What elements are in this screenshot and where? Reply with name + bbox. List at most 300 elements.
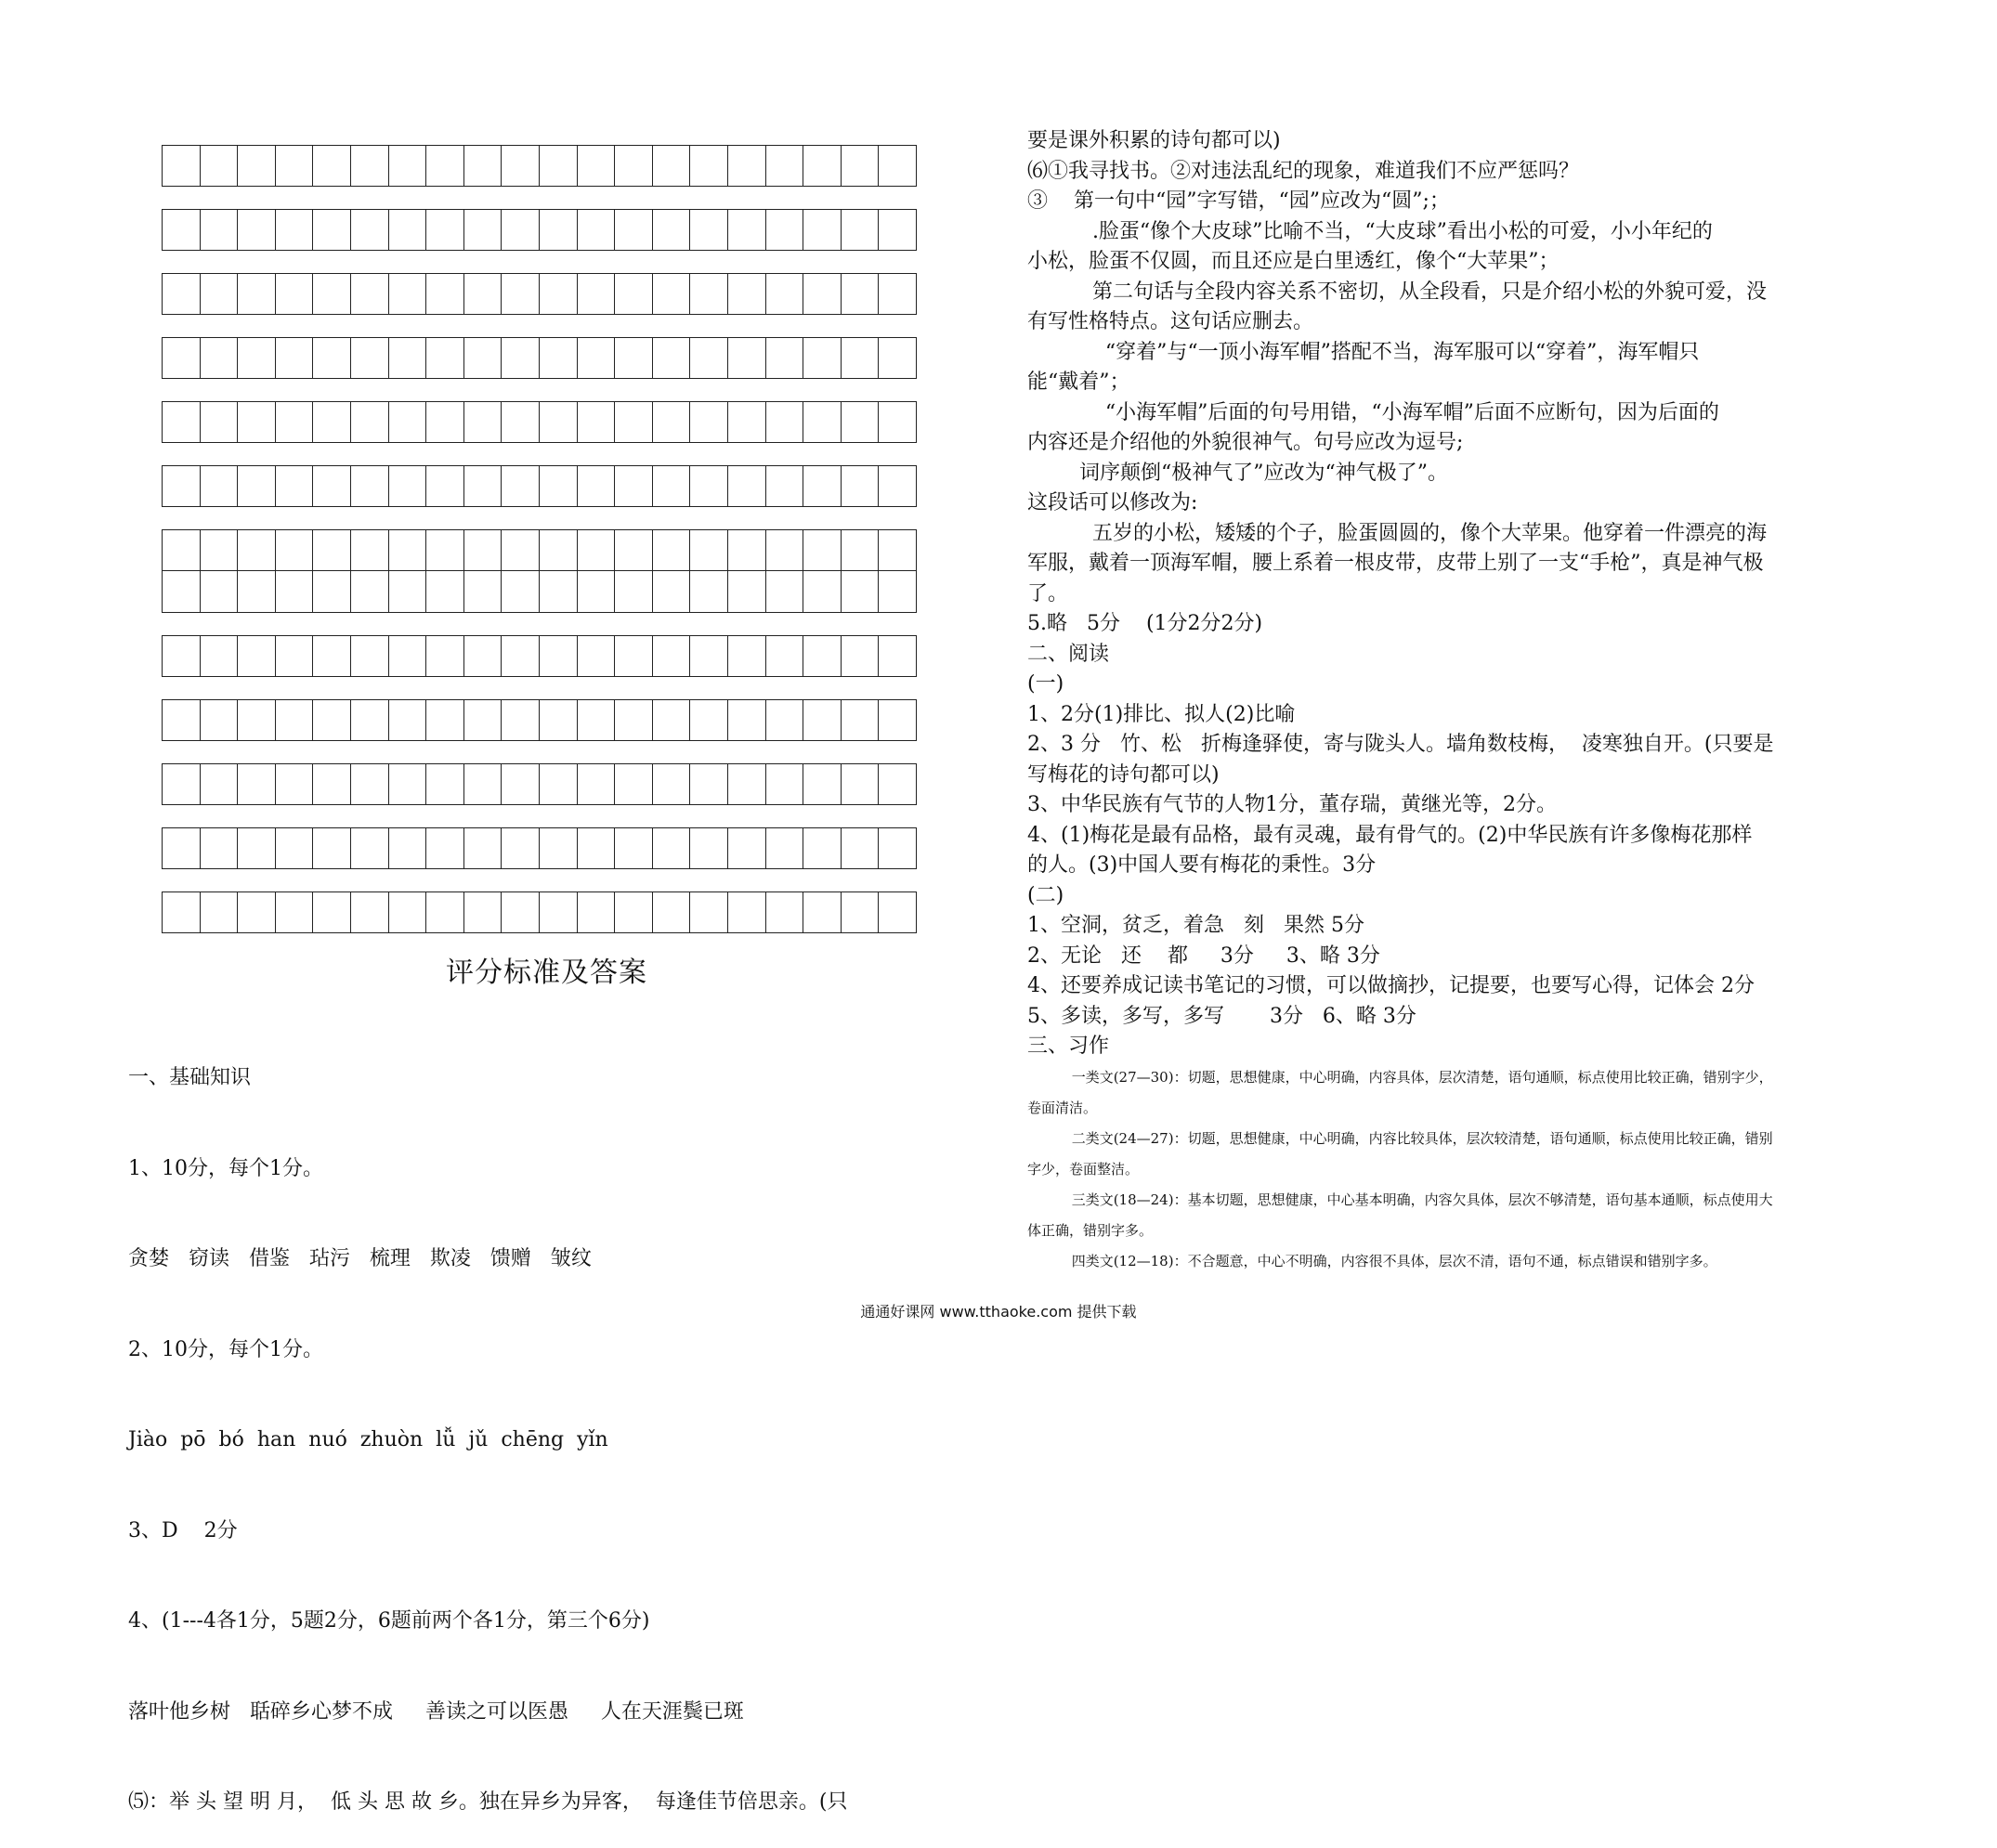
grid-cell	[464, 273, 503, 315]
grid-cell	[879, 891, 917, 933]
grid-cell	[728, 571, 766, 613]
grid-cell	[163, 891, 201, 933]
grid-cell	[690, 571, 728, 613]
answers-left-column	[128, 1003, 992, 1848]
grid-cell	[276, 635, 314, 677]
grid-cell	[464, 337, 503, 379]
grid-cell	[502, 145, 540, 187]
grid-cell	[389, 401, 427, 443]
grid-cell	[842, 529, 880, 571]
grid-cell	[540, 401, 578, 443]
grid-cell	[578, 337, 616, 379]
grid-cell	[540, 273, 578, 315]
grid-cell	[690, 465, 728, 507]
grid-cell	[238, 763, 276, 805]
answer-line: 一、基础知识	[128, 1066, 252, 1089]
grid-cell	[426, 529, 464, 571]
footer-credit: 通通好课网 www.tthaoke.com 提供下载	[860, 1303, 1137, 1321]
grid-cell	[464, 209, 503, 251]
grid-cell	[201, 891, 239, 933]
grid-cell	[615, 401, 653, 443]
grid-cell	[313, 635, 351, 677]
grid-cell	[690, 699, 728, 741]
grid-cell	[201, 571, 239, 613]
grid-cell	[163, 827, 201, 869]
answer-line: 5、多读，多写，多写 3分 6、略 3分	[1027, 1004, 1416, 1028]
grid-cell	[653, 401, 691, 443]
grid-cell	[728, 891, 766, 933]
grid-cell	[389, 465, 427, 507]
grid-cell	[276, 529, 314, 571]
grid-cell	[464, 763, 503, 805]
grid-row	[162, 699, 953, 741]
grid-cell	[615, 763, 653, 805]
answer-line: 4、还要养成记读书笔记的习惯，可以做摘抄，记提要，也要写心得，记体会 2分	[1027, 974, 1755, 997]
grid-cell	[351, 635, 389, 677]
grid-cell	[690, 337, 728, 379]
grid-cell	[351, 571, 389, 613]
answer-line: 小松，脸蛋不仅圆，而且还应是白里透红，像个“大苹果”；	[1027, 250, 1560, 273]
grid-cell	[276, 465, 314, 507]
grid-cell	[766, 273, 804, 315]
grid-cell	[163, 145, 201, 187]
grid-cell	[615, 891, 653, 933]
grid-row	[162, 209, 953, 251]
grid-cell	[464, 465, 503, 507]
grid-cell	[879, 465, 917, 507]
grid-cell	[502, 209, 540, 251]
grid-cell	[653, 273, 691, 315]
grid-cell	[238, 273, 276, 315]
grid-cell	[276, 337, 314, 379]
grid-cell	[201, 337, 239, 379]
grid-cell	[502, 401, 540, 443]
grid-cell	[728, 763, 766, 805]
grid-row	[162, 529, 953, 571]
grid-cell	[653, 699, 691, 741]
grid-cell	[578, 891, 616, 933]
grid-cell	[464, 891, 503, 933]
answer-line: 贪婪 窃读 借鉴 玷污 梳理 欺凌 馈赠 皱纹	[128, 1247, 592, 1270]
grid-cell	[313, 699, 351, 741]
page-title: 评分标准及答案	[446, 957, 647, 989]
grid-cell	[879, 571, 917, 613]
grid-cell	[313, 827, 351, 869]
grid-cell	[389, 529, 427, 571]
grid-cell	[351, 699, 389, 741]
grid-cell	[464, 699, 503, 741]
grid-cell	[690, 209, 728, 251]
grid-cell	[690, 401, 728, 443]
grid-cell	[578, 465, 616, 507]
grid-cell	[313, 571, 351, 613]
answer-line: 2、无论 还 都 3分 3、略 3分	[1027, 944, 1380, 968]
grid-cell	[615, 209, 653, 251]
grid-cell	[578, 145, 616, 187]
grid-cell	[426, 763, 464, 805]
answer-line: ⑸：举 头 望 明 月， 低 头 思 故 乡。独在异乡为异客， 每逢佳节倍思亲。(只	[128, 1790, 848, 1814]
grid-cell	[842, 571, 880, 613]
grid-cell	[690, 763, 728, 805]
grid-cell	[842, 635, 880, 677]
grid-cell	[351, 763, 389, 805]
grid-row	[162, 827, 953, 869]
grid-cell	[803, 465, 842, 507]
grid-cell	[163, 635, 201, 677]
answer-line: 3、D 2分	[128, 1518, 238, 1542]
grid-cell	[163, 529, 201, 571]
grid-cell	[578, 529, 616, 571]
grid-cell	[540, 209, 578, 251]
grid-cell	[879, 827, 917, 869]
answer-line: 1、10分，每个1分。	[128, 1156, 323, 1180]
grid-cell	[803, 273, 842, 315]
answer-line: 能“戴着”；	[1027, 371, 1130, 394]
grid-cell	[351, 145, 389, 187]
grid-cell	[276, 145, 314, 187]
grid-cell	[201, 635, 239, 677]
grid-cell	[540, 891, 578, 933]
grid-cell	[426, 273, 464, 315]
grid-cell	[803, 827, 842, 869]
grid-cell	[803, 337, 842, 379]
grid-cell	[803, 571, 842, 613]
grid-cell	[728, 465, 766, 507]
grid-cell	[842, 827, 880, 869]
grid-cell	[276, 401, 314, 443]
answer-line: (一)	[1027, 672, 1064, 696]
grid-cell	[201, 465, 239, 507]
grid-cell	[163, 401, 201, 443]
grid-cell	[690, 635, 728, 677]
grid-cell	[426, 465, 464, 507]
grid-cell	[803, 145, 842, 187]
grading-line: 字少，卷面整洁。	[1027, 1160, 1140, 1178]
grading-line: 一类文(27—30)：切题，思想健康，中心明确，内容具体，层次清楚，语句通顺，标点使用比较正确，错别字少，	[1027, 1068, 1773, 1086]
grid-cell	[313, 891, 351, 933]
grid-cell	[653, 145, 691, 187]
grading-line: 二类文(24—27)：切题，思想健康，中心明确，内容比较具体，层次较清楚，语句通顺，标点使用比较正确，错别	[1027, 1129, 1773, 1147]
grid-cell	[238, 145, 276, 187]
grid-cell	[351, 209, 389, 251]
answer-line: 了。	[1027, 581, 1069, 605]
grid-cell	[728, 401, 766, 443]
answer-line: 的人。(3)中国人要有梅花的秉性。3分	[1027, 853, 1377, 877]
grid-cell	[540, 635, 578, 677]
grid-cell	[615, 273, 653, 315]
grid-cell	[426, 209, 464, 251]
grid-cell	[879, 529, 917, 571]
grid-cell	[728, 209, 766, 251]
grid-cell	[389, 635, 427, 677]
grid-cell	[842, 401, 880, 443]
grid-cell	[879, 635, 917, 677]
grid-cell	[502, 827, 540, 869]
grid-cell	[653, 635, 691, 677]
answer-line: 4、(1)梅花是最有品格，最有灵魂，最有骨气的。(2)中华民族有许多像梅花那样	[1027, 823, 1753, 847]
grid-cell	[842, 209, 880, 251]
grid-cell	[464, 635, 503, 677]
grid-cell	[766, 145, 804, 187]
grid-cell	[615, 337, 653, 379]
grid-cell	[313, 763, 351, 805]
grid-cell	[803, 209, 842, 251]
answers-right-column	[1027, 126, 1891, 1277]
grid-cell	[615, 699, 653, 741]
grid-cell	[879, 763, 917, 805]
grid-cell	[201, 273, 239, 315]
grid-cell	[464, 571, 503, 613]
grid-cell	[540, 529, 578, 571]
grid-cell	[766, 337, 804, 379]
grid-cell	[201, 529, 239, 571]
grid-cell	[351, 891, 389, 933]
grid-cell	[653, 209, 691, 251]
grid-cell	[879, 337, 917, 379]
grid-cell	[464, 401, 503, 443]
grid-cell	[502, 571, 540, 613]
grid-cell	[426, 571, 464, 613]
grid-cell	[502, 635, 540, 677]
grid-cell	[766, 571, 804, 613]
answer-line: “穿着”与“一顶小海军帽”搭配不当，海军服可以“穿着”，海军帽只	[1027, 340, 1700, 364]
grid-cell	[728, 273, 766, 315]
grid-cell	[163, 763, 201, 805]
grid-cell	[389, 571, 427, 613]
grid-cell	[879, 209, 917, 251]
grid-cell	[163, 465, 201, 507]
grid-cell	[578, 571, 616, 613]
answer-line: .脸蛋“像个大皮球”比喻不当，“大皮球”看出小松的可爱，小小年纪的	[1027, 219, 1713, 243]
grid-row	[162, 337, 953, 379]
grid-cell	[426, 891, 464, 933]
grid-cell	[201, 763, 239, 805]
grid-cell	[803, 763, 842, 805]
grid-row	[162, 465, 953, 507]
grid-row	[162, 891, 953, 933]
answer-line: ⑹①我寻找书。②对违法乱纪的现象，难道我们不应严惩吗？	[1027, 159, 1580, 183]
grid-cell	[766, 699, 804, 741]
grid-cell	[690, 145, 728, 187]
grid-cell	[389, 763, 427, 805]
grid-cell	[803, 891, 842, 933]
grid-cell	[615, 635, 653, 677]
grid-cell	[690, 529, 728, 571]
answer-line: 5.略 5分 (1分2分2分)	[1027, 612, 1263, 635]
grid-cell	[728, 635, 766, 677]
grid-cell	[653, 763, 691, 805]
grid-row	[162, 635, 953, 677]
grid-cell	[276, 273, 314, 315]
grid-cell	[690, 273, 728, 315]
grid-cell	[276, 209, 314, 251]
grid-cell	[842, 891, 880, 933]
grid-cell	[803, 699, 842, 741]
grid-cell	[163, 273, 201, 315]
grid-cell	[313, 529, 351, 571]
grid-cell	[163, 337, 201, 379]
grid-cell	[201, 145, 239, 187]
grid-cell	[238, 529, 276, 571]
answer-line: 内容还是介绍他的外貌很神气。句号应改为逗号;	[1027, 431, 1464, 454]
grid-cell	[201, 209, 239, 251]
grid-row	[162, 401, 953, 443]
grid-cell	[766, 891, 804, 933]
grid-cell	[426, 401, 464, 443]
grid-cell	[879, 145, 917, 187]
grid-cell	[653, 571, 691, 613]
grid-cell	[803, 401, 842, 443]
grid-cell	[578, 273, 616, 315]
grid-cell	[201, 827, 239, 869]
grid-cell	[426, 145, 464, 187]
grid-cell	[163, 209, 201, 251]
grid-cell	[728, 529, 766, 571]
grid-cell	[313, 273, 351, 315]
grid-cell	[879, 401, 917, 443]
grid-cell	[615, 145, 653, 187]
grid-cell	[238, 699, 276, 741]
grid-cell	[842, 699, 880, 741]
grid-cell	[540, 699, 578, 741]
grid-cell	[238, 209, 276, 251]
grid-cell	[238, 571, 276, 613]
grid-cell	[201, 401, 239, 443]
grid-cell	[313, 337, 351, 379]
answer-line: 有写性格特点。这句话应删去。	[1027, 310, 1314, 333]
grid-cell	[728, 827, 766, 869]
grading-line: 体正确，错别字多。	[1027, 1221, 1154, 1239]
grid-cell	[879, 273, 917, 315]
grid-cell	[842, 273, 880, 315]
grid-cell	[389, 337, 427, 379]
grid-cell	[540, 827, 578, 869]
grid-cell	[389, 699, 427, 741]
grid-cell	[578, 699, 616, 741]
grid-cell	[426, 337, 464, 379]
grid-cell	[653, 891, 691, 933]
grid-cell	[766, 209, 804, 251]
grid-cell	[502, 337, 540, 379]
grid-cell	[540, 337, 578, 379]
grid-cell	[540, 145, 578, 187]
grid-row	[162, 763, 953, 805]
grid-cell	[653, 529, 691, 571]
grid-cell	[803, 635, 842, 677]
answer-line: 2、10分，每个1分。	[128, 1337, 323, 1361]
grid-cell	[502, 465, 540, 507]
answer-line: 3、中华民族有气节的人物1分，董存瑞，黄继光等，2分。	[1027, 793, 1557, 816]
answer-line: 三、习作	[1027, 1035, 1110, 1058]
grid-cell	[502, 529, 540, 571]
grid-cell	[653, 827, 691, 869]
grid-cell	[766, 465, 804, 507]
grid-cell	[578, 209, 616, 251]
answer-line: (二)	[1027, 883, 1064, 907]
grid-cell	[313, 401, 351, 443]
grid-cell	[351, 337, 389, 379]
grid-cell	[578, 763, 616, 805]
answer-line: Jiào pō bó han nuó zhuòn lǚ jǔ chēng yǐn	[128, 1428, 608, 1451]
answer-line: 1、2分(1)排比、拟人(2)比喻	[1027, 702, 1296, 726]
grid-cell	[351, 273, 389, 315]
answer-line: 要是课外积累的诗句都可以)	[1027, 129, 1281, 152]
grid-cell	[842, 763, 880, 805]
grid-cell	[238, 891, 276, 933]
answer-line: 4、(1---4各1分，5题2分，6题前两个各1分，第三个6分)	[128, 1609, 650, 1633]
grid-cell	[426, 827, 464, 869]
answer-line: 军服，戴着一顶海军帽，腰上系着一根皮带，皮带上别了一支“手枪”，真是神气极	[1027, 552, 1764, 575]
grid-cell	[690, 827, 728, 869]
answer-line: 落叶他乡树 聒碎乡心梦不成 善读之可以医愚 人在天涯鬓已斑	[128, 1699, 744, 1724]
grid-cell	[313, 145, 351, 187]
grid-cell	[766, 763, 804, 805]
answer-line: ③ 第一句中“园”字写错，“园”应改为“圆”;；	[1027, 189, 1450, 213]
writing-grid	[162, 145, 953, 956]
grid-cell	[389, 145, 427, 187]
grading-line: 三类文(18—24)：基本切题，思想健康，中心基本明确，内容欠具体，层次不够清楚，语句基本通顺，标点使用大	[1027, 1191, 1773, 1208]
grid-cell	[351, 465, 389, 507]
grid-cell	[351, 401, 389, 443]
grid-cell	[728, 337, 766, 379]
grid-cell	[464, 827, 503, 869]
grid-cell	[803, 529, 842, 571]
grid-cell	[766, 529, 804, 571]
grid-cell	[464, 529, 503, 571]
grid-cell	[389, 827, 427, 869]
grid-cell	[389, 209, 427, 251]
grid-cell	[238, 827, 276, 869]
answer-line: 二、阅读	[1027, 642, 1110, 666]
grid-cell	[276, 699, 314, 741]
grid-cell	[276, 891, 314, 933]
grid-cell	[464, 145, 503, 187]
grid-cell	[351, 529, 389, 571]
grid-cell	[276, 571, 314, 613]
grid-cell	[728, 699, 766, 741]
answer-line: 写梅花的诗句都可以)	[1027, 762, 1220, 787]
grid-cell	[238, 465, 276, 507]
grid-row	[162, 273, 953, 315]
grid-cell	[578, 635, 616, 677]
answer-line: 这段话可以修改为:	[1027, 491, 1198, 514]
grid-cell	[690, 891, 728, 933]
grid-cell	[389, 891, 427, 933]
grid-cell	[615, 529, 653, 571]
answer-line: 五岁的小松，矮矮的个子，脸蛋圆圆的，像个大苹果。他穿着一件漂亮的海	[1027, 521, 1767, 545]
grid-cell	[842, 465, 880, 507]
grading-line: 四类文(12—18)：不合题意，中心不明确，内容很不具体，层次不清，语句不通，标点错误和错别字多。	[1027, 1252, 1717, 1269]
grid-cell	[313, 209, 351, 251]
grid-cell	[540, 571, 578, 613]
grading-line: 卷面清洁。	[1027, 1099, 1098, 1116]
grid-cell	[728, 145, 766, 187]
grid-row	[162, 571, 953, 613]
grid-cell	[615, 827, 653, 869]
grid-cell	[502, 763, 540, 805]
grid-cell	[351, 827, 389, 869]
answer-line: 第二句话与全段内容关系不密切，从全段看，只是介绍小松的外貌可爱，没	[1027, 280, 1767, 304]
answer-line: 词序颠倒“极神气了”应改为“神气极了”。	[1027, 461, 1448, 485]
grid-cell	[653, 465, 691, 507]
answer-line: 1、空洞，贫乏，着急 刻 果然 5分	[1027, 914, 1364, 937]
grid-cell	[276, 827, 314, 869]
grid-cell	[163, 699, 201, 741]
grid-cell	[766, 635, 804, 677]
grid-cell	[615, 571, 653, 613]
grid-cell	[313, 465, 351, 507]
answer-line: 2、3 分 竹、松 折梅逢驿使，寄与陇头人。墙角数枝梅， 凌寒独自开。(只要是	[1027, 733, 1774, 756]
